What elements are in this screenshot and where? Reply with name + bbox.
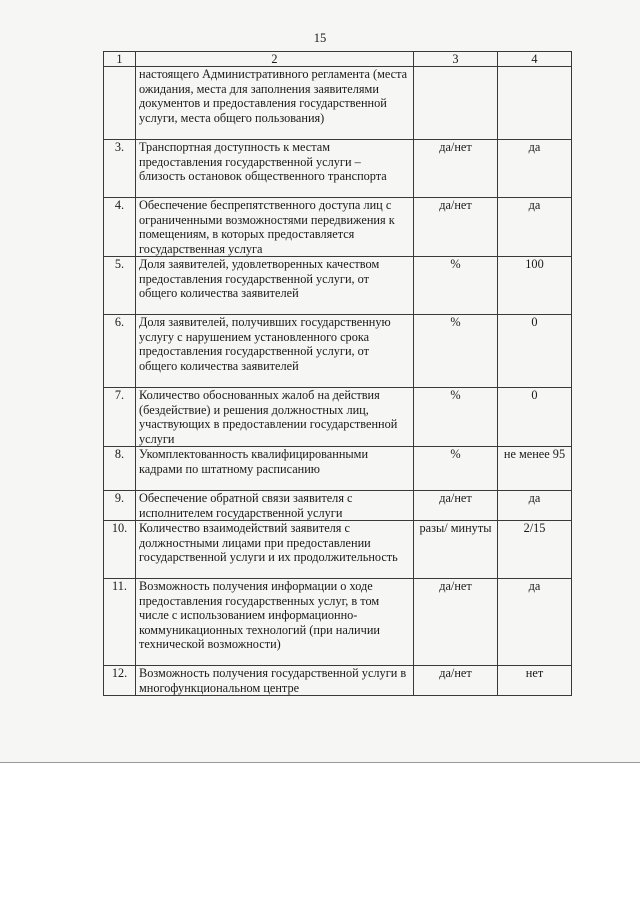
row-number: 4.	[104, 198, 136, 257]
table-header-row	[104, 52, 572, 67]
indicator-text: настоящего Административного регламента (места ожидания, места для заполнения заявителями документов и предоставления государственной услуги, места общего пользования)	[136, 67, 414, 140]
indicator-text: Количество взаимодействий заявителя с должностными лицами при предоставлении государственной услуги и их продолжительность	[136, 521, 414, 579]
row-number: 11.	[104, 579, 136, 666]
unit-of-measure: да/нет	[414, 140, 498, 198]
row-number: 10.	[104, 521, 136, 579]
column-header: 3	[414, 52, 498, 67]
unit-of-measure: %	[414, 315, 498, 388]
table-row	[104, 315, 572, 388]
indicator-text: Доля заявителей, удовлетворенных качеством предоставления государственной услуги, от общего количества заявителей	[136, 257, 414, 315]
indicator-value: да	[498, 579, 572, 666]
unit-of-measure: да/нет	[414, 491, 498, 521]
unit-of-measure: разы/ минуты	[414, 521, 498, 579]
indicator-value: 100	[498, 257, 572, 315]
table-row	[104, 198, 572, 257]
indicator-text: Укомплектованность квалифицированными кадрами по штатному расписанию	[136, 447, 414, 491]
table-row	[104, 666, 572, 696]
table-row	[104, 491, 572, 521]
table-row	[104, 447, 572, 491]
table-row	[104, 67, 572, 140]
table-row	[104, 579, 572, 666]
indicator-text: Транспортная доступность к местам предоставления государственной услуги – близость остановок общественного транспорта	[136, 140, 414, 198]
indicator-text: Обеспечение беспрепятственного доступа лиц с ограниченными возможностями передвижения к помещениям, в которых предоставляется государственная услуга	[136, 198, 414, 257]
scan-edge-line	[0, 762, 640, 763]
unit-of-measure: %	[414, 388, 498, 447]
indicator-value: да	[498, 491, 572, 521]
page-number: 15	[313, 31, 327, 45]
indicator-value: да	[498, 198, 572, 257]
column-header: 4	[498, 52, 572, 67]
indicator-value: 0	[498, 315, 572, 388]
indicator-text: Возможность получения государственной услуги в многофункциональном центре	[136, 666, 414, 696]
indicator-value: 2/15	[498, 521, 572, 579]
row-number: 8.	[104, 447, 136, 491]
indicator-text: Количество обоснованных жалоб на действия (бездействие) и решения должностных лиц, участвующих в предоставлении государственной услуги	[136, 388, 414, 447]
row-number: 9.	[104, 491, 136, 521]
indicator-text: Доля заявителей, получивших государственную услугу с нарушением установленного срока предоставления государственной услуги, от общего количества заявителей	[136, 315, 414, 388]
indicator-text: Возможность получения информации о ходе предоставления государственных услуг, в том числе с использованием информационно-коммуникационных технологий (при наличии технической возможности)	[136, 579, 414, 666]
unit-of-measure: да/нет	[414, 579, 498, 666]
table-row	[104, 140, 572, 198]
row-number: 12.	[104, 666, 136, 696]
unit-of-measure: да/нет	[414, 198, 498, 257]
row-number: 5.	[104, 257, 136, 315]
row-number	[104, 67, 136, 140]
indicator-value: нет	[498, 666, 572, 696]
indicator-value: 0	[498, 388, 572, 447]
indicator-text: Обеспечение обратной связи заявителя с исполнителем государственной услуги	[136, 491, 414, 521]
row-number: 6.	[104, 315, 136, 388]
row-number: 7.	[104, 388, 136, 447]
unit-of-measure: да/нет	[414, 666, 498, 696]
column-header: 2	[136, 52, 414, 67]
row-number: 3.	[104, 140, 136, 198]
table-row	[104, 521, 572, 579]
indicator-value: да	[498, 140, 572, 198]
unit-of-measure: %	[414, 257, 498, 315]
indicator-value: не менее 95	[498, 447, 572, 491]
unit-of-measure	[414, 67, 498, 140]
unit-of-measure: %	[414, 447, 498, 491]
indicator-value	[498, 67, 572, 140]
table-row	[104, 257, 572, 315]
indicators-table	[103, 51, 572, 696]
table-row	[104, 388, 572, 447]
column-header: 1	[104, 52, 136, 67]
